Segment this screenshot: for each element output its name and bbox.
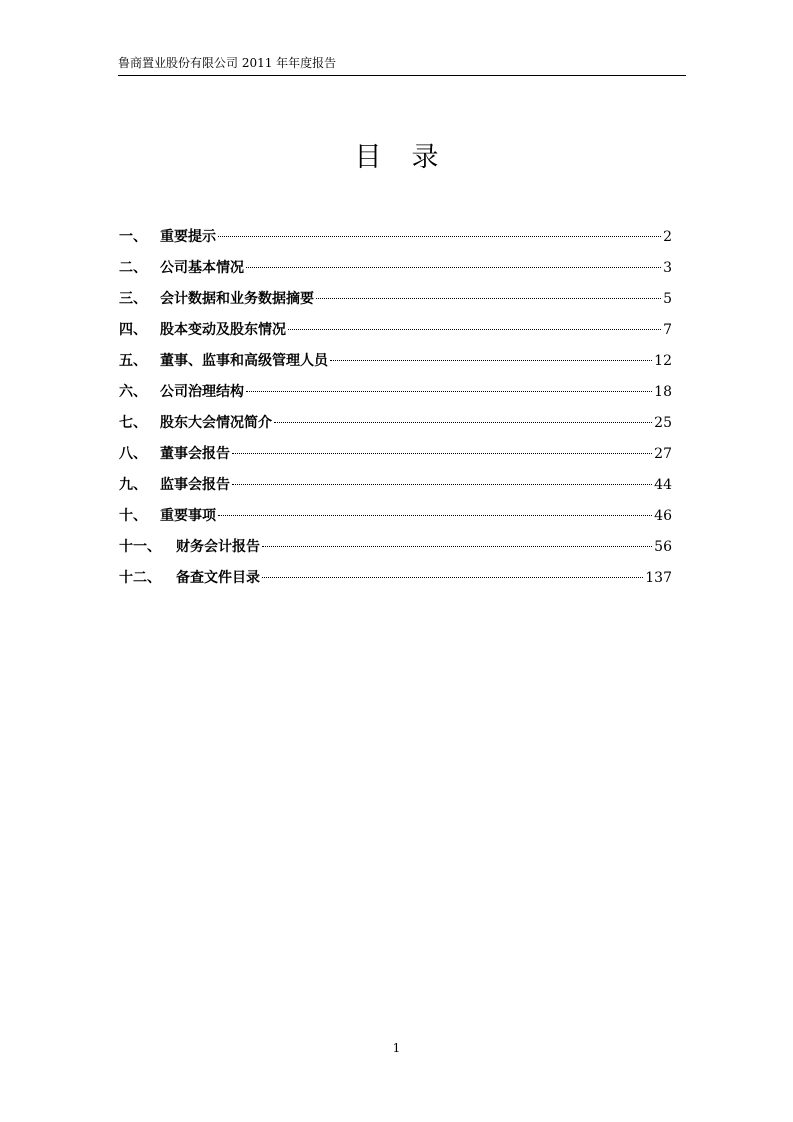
page-footer [0,1041,793,1055]
toc-entry[interactable] [119,348,672,379]
toc-dot-leader [274,422,652,423]
toc-entry-page: 137 [645,570,672,586]
toc-entry-label: 股东大会情况简介 [160,415,272,431]
toc-entry-page: 12 [654,353,672,369]
toc-entry[interactable] [119,410,672,441]
toc-entry-number: 七、 [119,415,147,431]
toc-entry[interactable] [119,503,672,534]
toc-entry-page: 18 [654,384,672,400]
toc-entry-number: 九、 [119,477,147,493]
toc-entry-number: 十二、 [119,570,161,586]
toc-entry[interactable] [119,255,672,286]
toc-dot-leader [218,515,652,516]
toc-entry-label: 监事会报告 [160,477,230,493]
toc-dot-leader [218,236,661,237]
toc-dot-leader [246,391,652,392]
toc-entry-page: 46 [654,508,672,524]
toc-entry-label: 会计数据和业务数据摘要 [160,291,314,307]
table-of-contents [119,224,672,596]
toc-entry[interactable] [119,565,672,596]
toc-entry-number: 八、 [119,446,147,462]
toc-entry-page: 7 [663,322,672,338]
toc-entry-number: 三、 [119,291,147,307]
toc-entry-number: 五、 [119,353,147,369]
toc-dot-leader [330,360,652,361]
toc-entry-label: 公司治理结构 [160,384,244,400]
toc-dot-leader [288,329,661,330]
toc-dot-leader [232,484,652,485]
toc-entry[interactable] [119,379,672,410]
toc-entry[interactable] [119,286,672,317]
toc-title: 目录 [354,142,469,173]
toc-entry-number: 四、 [119,322,147,338]
toc-entry-page: 3 [663,260,672,276]
toc-entry-label: 董事、监事和高级管理人员 [160,353,328,369]
toc-entry-number: 十一、 [119,539,161,555]
toc-entry-number: 十、 [119,508,147,524]
page-header [118,56,686,76]
toc-entry-number: 六、 [119,384,147,400]
toc-entry-number: 一、 [119,229,147,245]
toc-entry[interactable] [119,224,672,255]
toc-dot-leader [232,453,652,454]
toc-entry-page: 56 [654,539,672,555]
toc-entry[interactable] [119,441,672,472]
toc-entry[interactable] [119,472,672,503]
toc-entry-label: 董事会报告 [160,446,230,462]
toc-entry-label: 股本变动及股东情况 [160,322,286,338]
header-text: 鲁商置业股份有限公司 2011 年年度报告 [118,56,337,70]
toc-entry-page: 25 [654,415,672,431]
toc-entry-page: 27 [654,446,672,462]
toc-entry-label: 重要事项 [160,508,216,524]
toc-entry-page: 2 [663,229,672,245]
page-number: 1 [392,1041,401,1055]
toc-entry-page: 5 [663,291,672,307]
toc-dot-leader [316,298,661,299]
toc-dot-leader [262,546,652,547]
toc-entry[interactable] [119,317,672,348]
toc-entry[interactable] [119,534,672,565]
toc-entry-label: 公司基本情况 [160,260,244,276]
toc-entry-number: 二、 [119,260,147,276]
toc-entry-label: 财务会计报告 [176,539,260,555]
toc-dot-leader [246,267,661,268]
toc-entry-page: 44 [654,477,672,493]
toc-entry-label: 重要提示 [160,229,216,245]
toc-dot-leader [262,577,643,578]
toc-entry-label: 备查文件目录 [176,570,260,586]
